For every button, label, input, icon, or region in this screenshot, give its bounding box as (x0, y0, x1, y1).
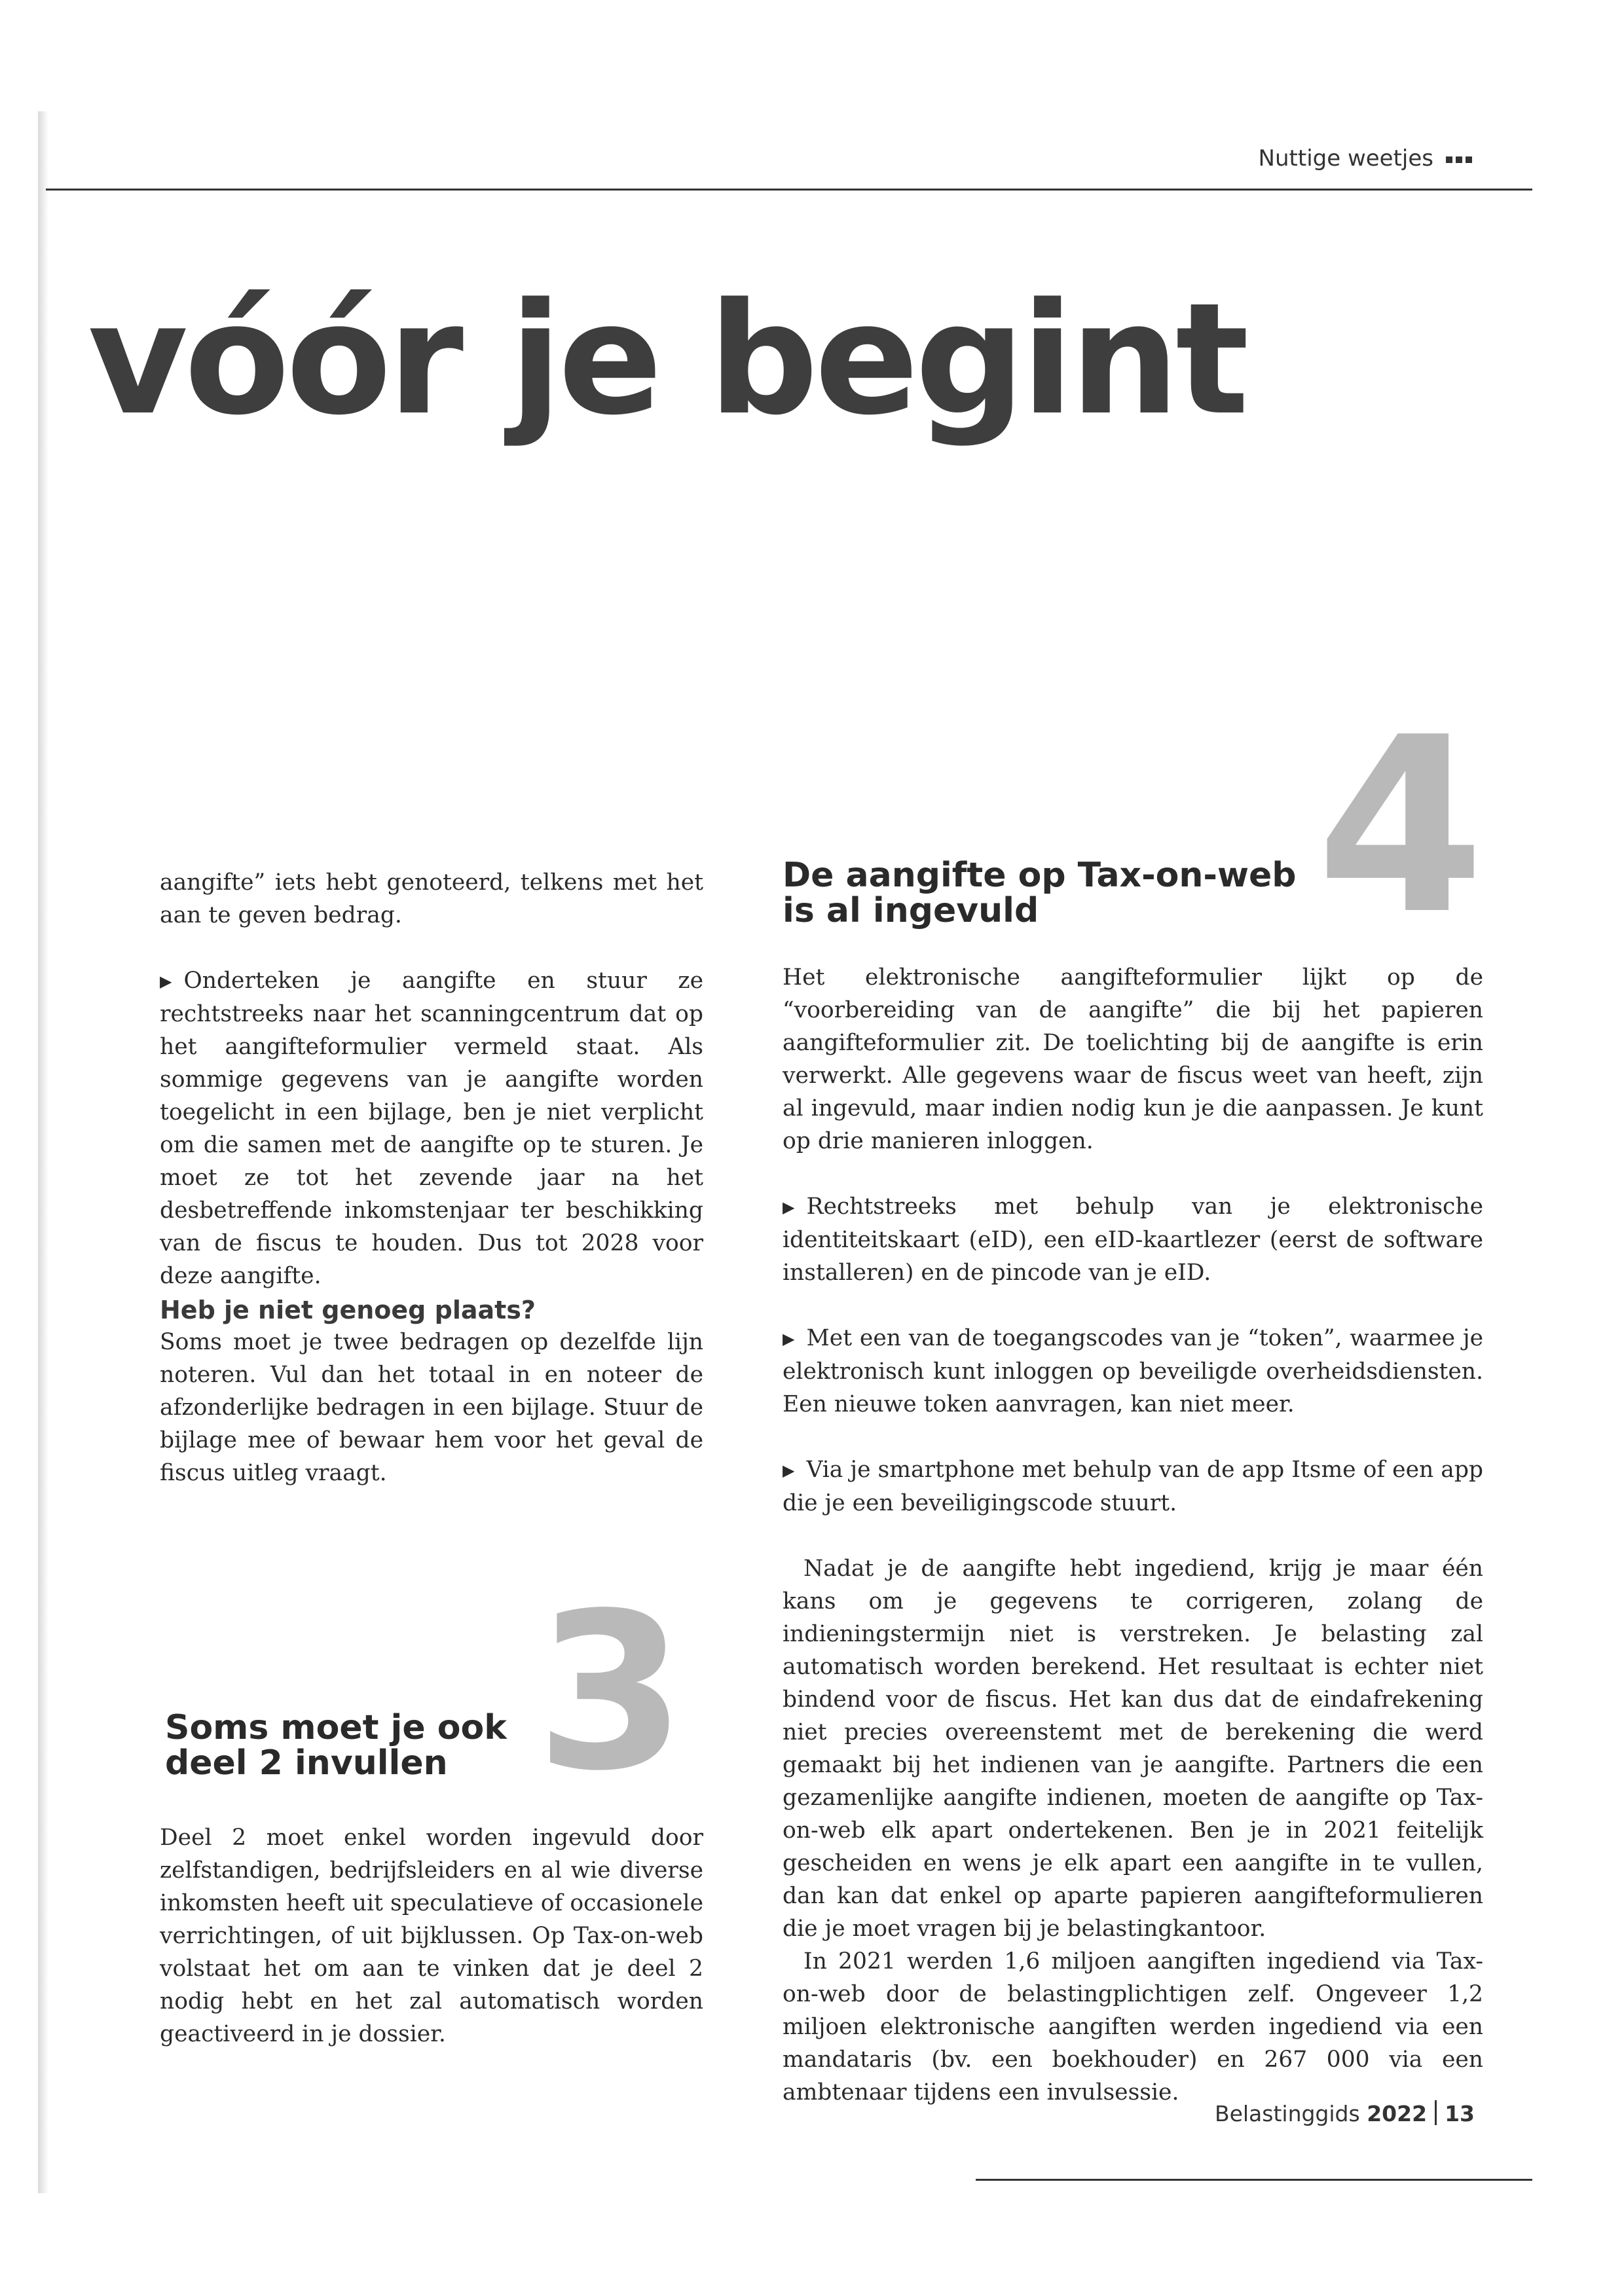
triangle-bullet-icon: ▶ (783, 1461, 795, 1480)
section-3-heading (165, 1710, 507, 1781)
bullet-item-sign (160, 964, 703, 1292)
section-4-heading-line2: is al ingevuld (783, 891, 1039, 930)
bullet-text: Rechtstreeks met behulp van je elektronische identiteitskaart (eID), een eID-kaartlezer (eerst de software installeren) en de pincode van je eID. (783, 1194, 1483, 1286)
section-label: Nuttige weetjes (1258, 145, 1433, 172)
bullet-text: Via je smartphone met behulp van de app Itsme of een app die je een beveiligingscode stuurt. (783, 1457, 1483, 1516)
paragraph-stats: In 2021 werden 1,6 miljoen aangiften ingediend via Tax-on-web door de belastingplichtigen zelf. Ongeveer 1,2 miljoen elektronische aangiften werden ingediend via een mandataris (bv. een boekhouder) en 267 000 via een ambtenaar tijdens een invulsessie. (783, 1948, 1483, 2105)
bullet-item-itsme (783, 1453, 1483, 1520)
page-footer (1215, 2100, 1475, 2126)
bullet-item-eid (783, 1190, 1483, 1289)
bullet-item-token (783, 1322, 1483, 1421)
page-number: 13 (1445, 2101, 1475, 2126)
scan-page-edge (38, 111, 48, 2193)
square-markers-icon (1443, 145, 1472, 172)
footer-divider (1435, 2100, 1437, 2125)
section-4-intro: Het elektronische aangifteformulier lijkt op de “voorbereiding van de aangifte” die bij het papieren aangifteformulier zit. De toelichting bij de aangifte is erin verwerkt. Alle gegevens waar de fiscus weet van heeft, zijn al ingevuld, maar indien nodig kun je die aanpassen. Je kunt op drie manieren inloggen. (783, 964, 1483, 1154)
page-title: vóór je begint (88, 270, 1246, 449)
subheading-space: Heb je niet genoeg plaats? (160, 1296, 536, 1324)
section-3-heading-line1: Soms moet je ook (165, 1708, 507, 1747)
section-3-paragraph: Deel 2 moet enkel worden ingevuld door zelfstandigen, bedrijfsleiders en al wie diverse inkomsten heeft uit speculatieve of occasionele verrichtingen, of uit bijklussen. Op Tax-on-web volstaat het om aan te vinken dat je deel 2 nodig hebt en het zal automatisch worden geactiveerd in je dossier. (160, 1825, 703, 2047)
footer-publication: Belastinggids (1214, 2101, 1360, 2126)
running-header (1259, 145, 1472, 172)
paragraph-correct: Nadat je de aangifte hebt ingediend, krijg je maar één kans om je gegevens te corrigeren, zolang de indieningstermijn niet is verstreken. Je belasting zal automatisch worden berekend. Het resultaat is echter niet bindend voor de fiscus. Het kan dus dat de eindafrekening niet precies overeenstemt met de berekening die werd gemaakt bij het indienen van je aangifte. Partners die een gezamenlijke aangifte indienen, moeten de aangifte op Tax-on-web elk apart ondertekenen. Ben je in 2021 feitelijk gescheiden en wens je elk apart een aangifte in te vullen, dan kan dat enkel op aparte papieren aangifteformulieren die je moet vragen bij je belastingkantoor. (783, 1556, 1483, 1942)
bullet-text: Onderteken je aangifte en stuur ze rechtstreeks naar het scanningcentrum dat op het aangifteformulier vermeld staat. Als sommige gegevens van je aangifte worden toegelicht in een bijlage, ben je niet verplicht om die samen met de aangifte op te sturen. Je moet ze tot het zevende jaar na het desbetreffende inkomstenjaar ter beschikking van de fiscus te houden. Dus tot 2028 voor deze aangifte. (160, 968, 703, 1289)
triangle-bullet-icon: ▶ (783, 1198, 795, 1216)
section-number-3: 3 (536, 1567, 686, 1818)
intro-paragraph: aangifte” iets hebt genoteerd, telkens met het aan te geven bedrag. (160, 869, 703, 928)
left-column-section3 (160, 1821, 703, 2050)
header-rule (46, 189, 1532, 191)
triangle-bullet-icon: ▶ (783, 1330, 795, 1348)
section-3-heading-line2: deel 2 invullen (165, 1743, 448, 1783)
left-column-top (160, 866, 703, 1292)
footer-rule (976, 2179, 1532, 2181)
paragraph-space: Soms moet je twee bedragen op dezelfde lijn noteren. Vul dan het totaal in en noteer de afzonderlijke bedragen in een bijlage. Stuur de bijlage mee of bewaar hem voor het geval de fiscus uitleg vraagt. (160, 1329, 703, 1486)
triangle-bullet-icon: ▶ (160, 972, 172, 991)
left-column-space-block (160, 1294, 703, 1489)
bullet-text: Met een van de toegangscodes van je “token”, waarmee je elektronisch kunt inloggen op beveiligde overheidsdiensten. Een nieuwe token aanvragen, kan niet meer. (783, 1325, 1483, 1417)
right-column-section4 (783, 961, 1483, 2109)
footer-year: 2022 (1367, 2101, 1428, 2126)
section-number-4: 4 (1316, 686, 1485, 968)
section-4-heading (783, 858, 1297, 928)
section-4-heading-line1: De aangifte op Tax-on-web (783, 856, 1297, 895)
